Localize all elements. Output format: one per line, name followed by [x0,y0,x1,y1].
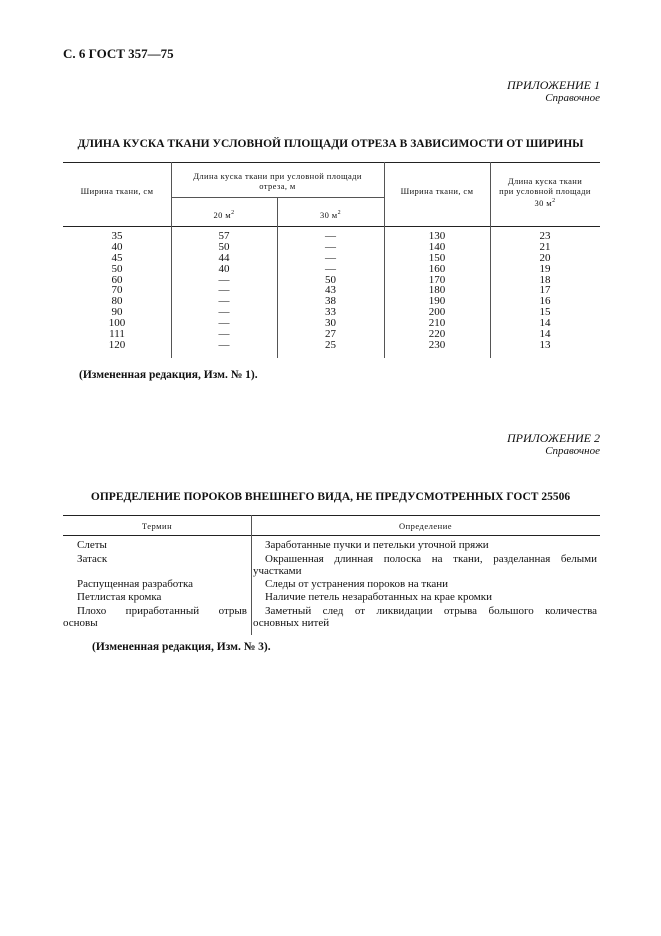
table-row-term: Петлистая кромка [77,591,162,603]
amendment-note-3: (Измененная редакция, Изм. № 3). [92,641,271,653]
table-row-term: Плохо приработанный отрыв основы [63,605,247,629]
header-length-group: Длина куска ткани при условной площади отреза, м [193,171,362,191]
header-width-right: Ширина ткани, см [400,186,474,196]
column-width-right: 130 140 150 160 170 180 190 200 210 220 230 [428,230,446,351]
header-length-right: Длина куска ткани при условной площади 30 $м^2$ [499,176,591,208]
table-row-definition: Окрашенная длинная полоска на ткани, разделанная белыми участками [253,553,597,577]
table-top-rule [63,515,600,516]
table-header-rule [63,535,600,536]
column-width-left: 35 40 45 50 60 70 80 90 100 111 120 [108,230,126,351]
defects-table [63,515,600,635]
amendment-note-1: (Измененная редакция, Изм. № 1). [79,369,258,381]
column-length-30: — — — — 50 43 38 33 30 27 25 [325,230,336,351]
table-top-rule [63,162,600,163]
header-30m2: 30 $м^2$ [319,209,341,220]
column-length-right: 23 21 20 19 18 17 16 15 14 14 13 [539,230,551,351]
header-width-left: Ширина ткани, см [80,186,154,196]
table-vline [251,515,252,635]
table-row-definition: Заметный след от ликвидации отрыва большого количества основных нитей [253,605,597,629]
section-1-title: ДЛИНА КУСКА ТКАНИ УСЛОВНОЙ ПЛОЩАДИ ОТРЕЗА В ЗАВИСИМОСТИ ОТ ШИРИНЫ [77,138,584,150]
appendix-1-title: ПРИЛОЖЕНИЕ 1 [507,78,600,92]
table-row-definition: Наличие петель незаработанных на крае кромки [265,591,492,603]
section-2-title: ОПРЕДЕЛЕНИЕ ПОРОКОВ ВНЕШНЕГО ВИДА, НЕ ПРЕДУСМОТРЕННЫХ ГОСТ 25506 [90,491,571,503]
table-header-rule [63,226,600,227]
appendix-1-heading [507,79,600,105]
width-length-table [63,162,600,358]
table-row-term: Распущенная разработка [77,578,194,590]
appendix-2-subtitle: Справочное [545,445,600,457]
column-length-20: 57 50 44 40 — — — — — — — [218,230,230,351]
appendix-2-title: ПРИЛОЖЕНИЕ 2 [507,431,600,445]
header-20m2: 20 $м^2$ [213,209,235,220]
appendix-2-heading [507,432,600,458]
header-term: Термин [141,521,173,531]
table-row-term: Слеты [77,539,107,551]
appendix-1-subtitle: Справочное [545,92,600,104]
table-row-definition: Следы от устранения пороков на ткани [265,578,449,590]
table-row-term: Затаск [77,553,108,565]
page-header: С. 6 ГОСТ 357—75 [63,46,174,61]
table-row-definition: Заработанные пучки и петельки уточной пряжи [265,539,489,551]
header-definition: Определение [398,521,453,531]
